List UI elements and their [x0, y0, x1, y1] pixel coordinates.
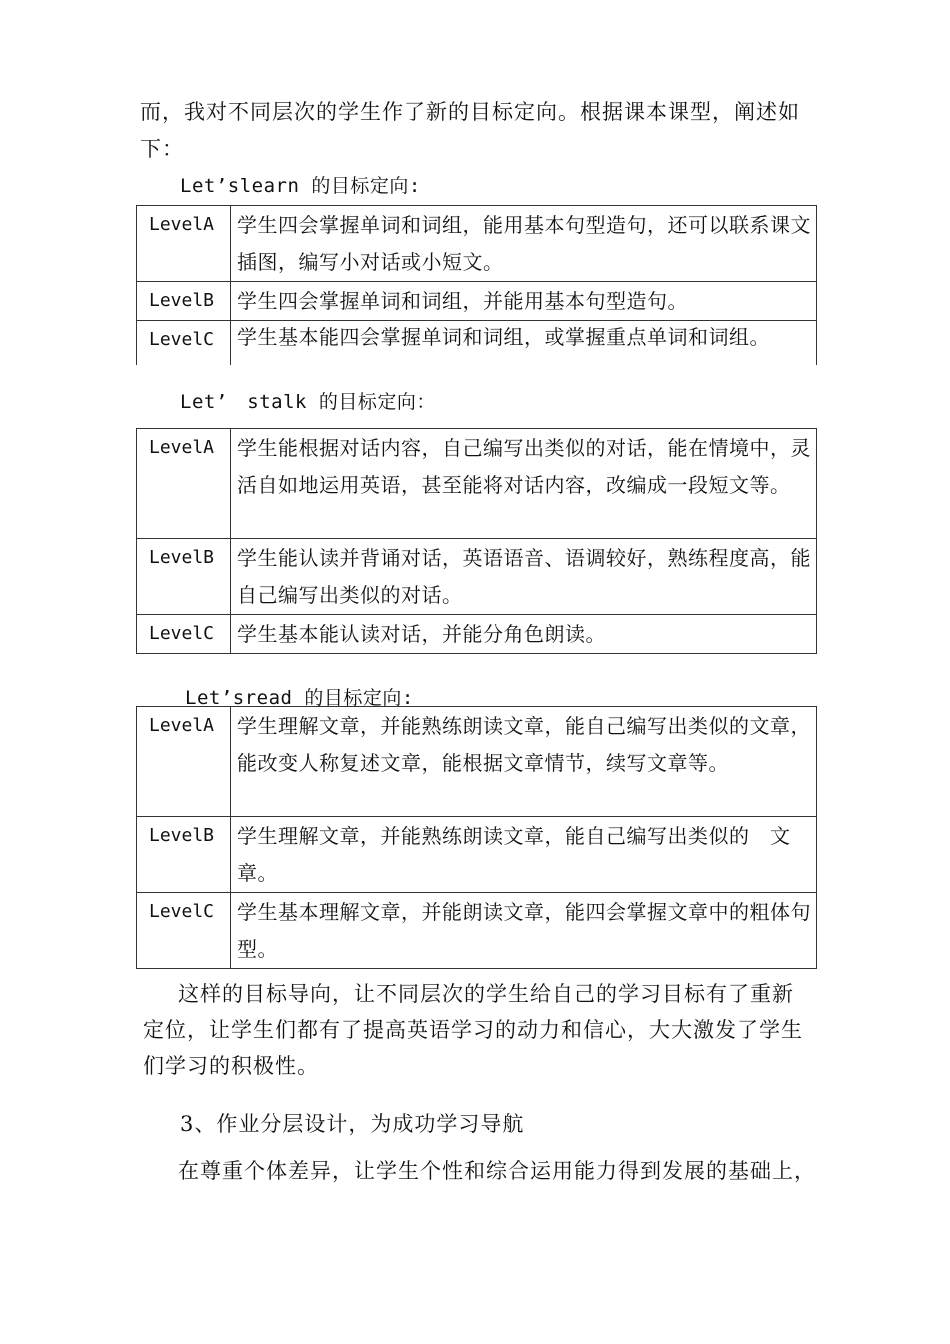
description-cell: 学生四会掌握单词和词组，能用基本句型造句，还可以联系课文插图，编写小对话或小短文。: [231, 206, 817, 282]
summary-line-1: 这样的目标导向，让不同层次的学生给自己的学习目标有了重新: [178, 982, 794, 1006]
description-cell: 学生能认读并背诵对话，英语语音、语调较好，熟练程度高，能自己编写出类似的对话。: [231, 539, 817, 615]
level-cell: LevelA: [137, 707, 231, 817]
table-row: [137, 817, 817, 893]
intro-line-1: 而，我对不同层次的学生作了新的目标定向。根据课本课型，阐述如: [140, 100, 800, 124]
point-3-heading: 3、作业分层设计，为成功学习导航: [180, 1112, 525, 1136]
level-cell: LevelC: [137, 893, 231, 969]
level-cell: LevelA: [137, 429, 231, 539]
table-row: [137, 615, 817, 654]
talk-level-table: [136, 428, 817, 654]
description-cell: 学生基本能认读对话，并能分角色朗读。: [231, 615, 817, 654]
learn-table-clip: [0, 205, 950, 365]
learn-level-table: [136, 205, 817, 365]
level-cell: LevelB: [137, 282, 231, 321]
description-cell: 学生理解文章，并能熟练朗读文章，能自己编写出类似的文章，能改变人称复述文章，能根据文章情节，续写文章等。: [231, 707, 817, 817]
table-row: [137, 707, 817, 817]
level-cell: LevelB: [137, 817, 231, 893]
level-cell: LevelA: [137, 206, 231, 282]
summary-line-2: 定位，让学生们都有了提高英语学习的动力和信心，大大激发了学生: [143, 1018, 803, 1042]
point-3-line-1: 在尊重个体差异，让学生个性和综合运用能力得到发展的基础上，: [178, 1159, 816, 1183]
description-cell: 学生理解文章，并能熟练朗读文章，能自己编写出类似的 文章。: [231, 817, 817, 893]
table-row: [137, 206, 817, 282]
description-cell: 学生四会掌握单词和词组，并能用基本句型造句。: [231, 282, 817, 321]
level-cell: LevelC: [137, 321, 231, 366]
table-row: [137, 893, 817, 969]
description-cell: 学生基本理解文章，并能朗读文章，能四会掌握文章中的粗体句型。: [231, 893, 817, 969]
table-row: [137, 429, 817, 539]
table-row: [137, 539, 817, 615]
level-cell: LevelC: [137, 615, 231, 654]
section-heading-read: Let’sread 的目标定向:: [185, 687, 414, 709]
table-row: [137, 321, 817, 366]
intro-line-2: 下：: [140, 137, 184, 161]
section-heading-talk: Let’ stalk 的目标定向：: [180, 391, 436, 413]
summary-line-3: 们学习的积极性。: [143, 1054, 319, 1078]
section-heading-learn: Let’slearn 的目标定向:: [180, 175, 421, 197]
table-row: [137, 282, 817, 321]
read-level-table: [136, 706, 817, 969]
description-cell: 学生基本能四会掌握单词和词组，或掌握重点单词和词组。: [231, 321, 817, 366]
description-cell: 学生能根据对话内容，自己编写出类似的对话，能在情境中，灵活自如地运用英语，甚至能将对话内容，改编成一段短文等。: [231, 429, 817, 539]
level-cell: LevelB: [137, 539, 231, 615]
